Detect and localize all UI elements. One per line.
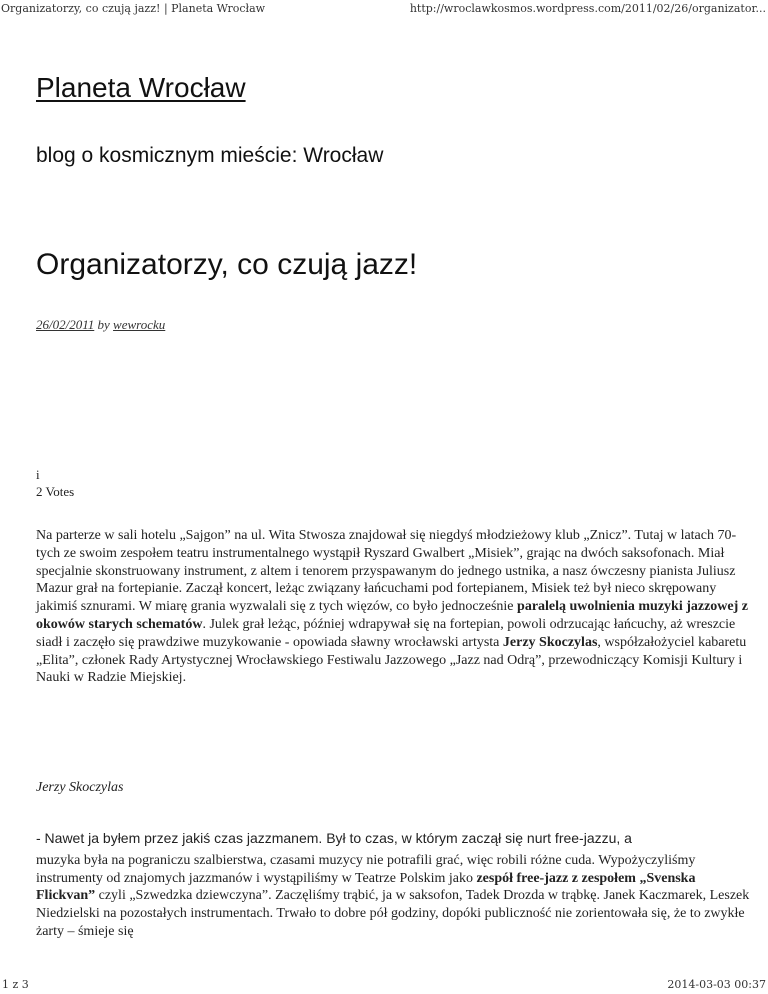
- p1-text-1: Na parterze w sali hotelu „Sajgon” na ul. Wita Stwosza znajdował się niegdyś młodzieżowy klub „Znicz”. Tutaj w latach 70-tych ze swoim zespołem teatru instrumentalnego wystąpił Ryszard Gwalbert „Misiek”, grając na dwóch saksofonach. Miał specjalnie skonstruowany instrument, z altem i tenorem przyspawanym do jednego ustnika, a nasz ówczesny pianista Juliusz Mazur grał na fortepianie. Zaczął koncert, leżąc związany łańcuchami pod fortepianem, Misiek też był nieco skrępowany jakimiś sznurami. W miarę grania wyzwalali się z tych więzów, co było jednocześnie: [36, 528, 737, 615]
- p2-text-1: muzyka była na pograniczu szalbierstwa, czasami muzycy nie potrafili grać, więc robili różne cuda. Wypożyczyliśmy instrumenty od znajomych jazzmanów i wystąpiliśmy w Teatrze Polskim jako: [36, 852, 696, 886]
- post-paragraph-1: [36, 527, 752, 687]
- print-header-title: Organizatorzy, co czują jazz! | Planeta Wrocław: [1, 2, 266, 15]
- print-header-url: http://wroclawkosmos.wordpress.com/2011/02/26/organizator...: [409, 2, 766, 15]
- p1-text-2: . Julek grał leżąc, później wdrapywał się na fortepian, powoli odrzucając łańcuchy, aż wreszcie siadł i zaczęło się prawdziwe muzykowanie - opowiada sławny wrocławski artysta: [36, 616, 736, 650]
- p2-bold-1: zespół free-jazz z zespołem „Svenska Flickvan”: [36, 870, 696, 904]
- post-paragraph-2: [36, 830, 752, 941]
- rating-info-icon[interactable]: i: [36, 467, 40, 482]
- rating-votes: 2 Votes: [36, 484, 75, 499]
- p1-bold-1: paralelą uwolnienia muzyki jazzowej z okowów starych schematów: [36, 599, 749, 632]
- site-title-link[interactable]: Planeta Wrocław: [36, 72, 246, 103]
- site-tagline: blog o kosmicznym mieście: Wrocław: [36, 144, 384, 167]
- post-title: Organizatorzy, co czują jazz!: [36, 248, 418, 281]
- post-author-link[interactable]: wewrocku: [113, 317, 166, 332]
- post-by-label: by: [94, 317, 114, 332]
- post-meta: [36, 317, 165, 333]
- rating-widget: [36, 466, 74, 500]
- print-footer-page: 1 z 3: [2, 978, 29, 991]
- print-footer-timestamp: 2014-03-03 00:37: [667, 978, 766, 991]
- p1-text-3: , współzałożyciel kabaretu „Elita”, członek Rady Artystycznej Wrocławskiego Festiwalu Jazzowego „Jazz nad Odrą”, przewodniczący Komisji Kultury i Nauki w Radzie Miejskiej.: [36, 634, 747, 686]
- p2-first-line: - Nawet ja byłem przez jakiś czas jazzmanem. Był to czas, w którym zaczął się nurt free-jazzu, a: [36, 830, 632, 846]
- post-date-link[interactable]: 26/02/2011: [36, 317, 95, 332]
- p1-bold-2: Jerzy Skoczylas: [502, 634, 598, 650]
- image-caption: Jerzy Skoczylas: [36, 780, 124, 795]
- p2-text-2: czyli „Szwedzka dziewczyna”. Zaczęliśmy trąbić, ja w saksofon, Tadek Drozda w trąbkę. Janek Kaczmarek, Leszek Niedzielski na pozostałych instrumentach. Trwało to dobre pół godziny, dopóki publiczność nie zorientowała się, że to zwykłe żarty – śmieje się: [36, 888, 750, 939]
